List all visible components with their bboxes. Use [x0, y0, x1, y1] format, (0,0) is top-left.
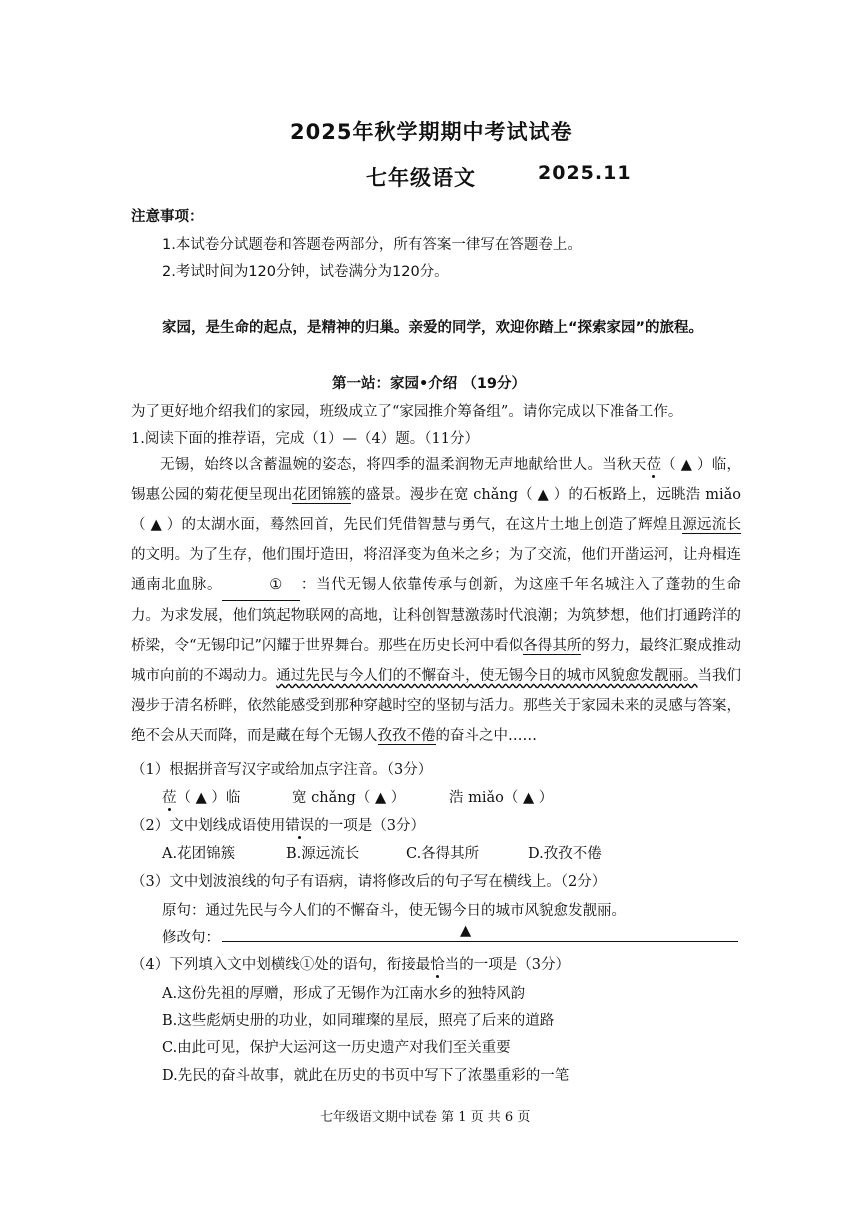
passage-text: 当我们漫步于清名桥畔，依然能感受到那种穿越时空的坚韧与活力。那些关于家园未来的灵感与答案，绝不会从天而降，而是藏在每个无锡人 — [131, 668, 742, 744]
passage-text: 的盛景。漫步在宽 chǎng（ ▲ ）的石板路上，远眺浩 miǎo（ ▲ ）的太湖水面，蓦然回首，先民们凭借智慧与勇气，在这片土地上创造了辉煌且 — [131, 487, 742, 533]
q1-4-stem — [131, 953, 570, 974]
dotted-word: 最恰当 — [415, 957, 460, 973]
intro-line: 家园，是生命的起点，是精神的归巢。亲爱的同学，欢迎你踏上“探索家园”的旅程。 — [162, 320, 704, 336]
q1-1-item-c: 浩 miǎo（ ▲ ） — [449, 790, 554, 806]
underlined-idiom-d: 孜孜不倦 — [377, 728, 436, 744]
q1-2-option-d: D.孜孜不倦 — [528, 846, 602, 862]
wavy-sentence: 通过先民与今人们的不懈奋斗，使无锡今日的城市风貌愈发靓丽。 — [276, 668, 698, 684]
note-item-2: 2.考试时间为120分钟，试卷满分为120分。 — [162, 264, 449, 280]
section-heading: 第一站：家园•介绍 （19分） — [332, 376, 526, 392]
exam-date: 2025.11 — [538, 162, 632, 184]
exam-subtitle: 七年级语文 — [366, 166, 476, 190]
note-item-1: 1.本试卷分试题卷和答题卷两部分，所有答案一律写在答题卷上。 — [162, 237, 582, 253]
q1-4-stem-c: 的一项是（3分） — [459, 957, 570, 973]
q1-2-option-c: C.各得其所 — [406, 846, 480, 862]
answer-line — [222, 941, 738, 942]
q1-4-option-c: C.由此可见，保护大运河这一历史遗产对我们至关重要 — [162, 1040, 511, 1056]
q1-4-option-a: A.这份先祖的厚赠，形成了无锡作为江南水乡的独特风韵 — [162, 986, 526, 1002]
answer-mark: ▲ — [460, 923, 472, 939]
q1-2-stem — [131, 814, 425, 835]
blank-1: ① — [222, 570, 300, 601]
underlined-idiom-c: 各得其所 — [523, 638, 582, 654]
underlined-idiom-b: 源远流长 — [682, 517, 742, 533]
q1-4-option-b: B.这些彪炳史册的功业，如同璀璨的星辰，照亮了后来的道路 — [162, 1013, 555, 1029]
q1-1-item-a — [162, 786, 240, 807]
q1-4-stem-a: （4）下列填入文中划横线①处的语句，衔接 — [131, 957, 416, 973]
page-footer: 七年级语文期中试卷 第 1 页 共 6 页 — [320, 1110, 531, 1125]
passage-text: （ ▲ ）临，锡惠公园的菊花便呈现出 — [131, 457, 742, 503]
q1-3-original: 原句：通过先民与今人们的不懈奋斗，使无锡今日的城市风貌愈发靓丽。 — [162, 903, 626, 919]
notes-heading: 注意事项： — [131, 209, 204, 225]
dotted-word: 错误 — [285, 818, 315, 834]
section-lead: 为了更好地介绍我们的家园，班级成立了“家园推介筹备组”。请你完成以下准备工作。 — [131, 404, 683, 420]
passage-text: 的文明。为了生存，他们围圩造田，将沼泽变为鱼米之乡；为了交流，他们开凿运河，让舟楫连通南北血脉。 — [131, 547, 741, 593]
question-1-heading: 1.阅读下面的推荐语，完成（1）—（4）题。（11分） — [131, 431, 479, 447]
dotted-char: 莅 — [162, 790, 177, 806]
passage-text: ：当代无锡人依靠传承与创新，为这座千年名城注入了蓬勃的生命力。为求发展，他们筑起物联网的高地，让科创智慧激荡时代浪潮；为筑梦想，他们打通跨洋的桥梁，令“无锡印记”闪耀于世界舞台。那些在历史长河中看似 — [131, 577, 742, 654]
q1-4-option-d: D.先民的奋斗故事，就此在历史的书页中写下了浓墨重彩的一笔 — [162, 1068, 570, 1084]
q1-2-stem-a: （2）文中划线成语使用 — [131, 818, 286, 834]
underlined-idiom-a: 花团锦簇 — [292, 487, 352, 503]
q1-2-stem-c: 的一项是（3分） — [314, 818, 425, 834]
passage — [131, 450, 741, 751]
q1-2-option-b: B.源远流长 — [286, 846, 360, 862]
q1-1-item-b: 宽 chǎng（ ▲ ） — [292, 790, 406, 806]
passage-text: 的努力，最终汇聚成推动城市向前的不竭动力。 — [131, 638, 742, 684]
exam-title: 2025年秋学期期中考试试卷 — [290, 120, 573, 144]
q1-1-item-a-text: （ ▲ ）临 — [176, 790, 241, 806]
passage-text: 的奋斗之中…… — [435, 728, 537, 744]
q1-3-stem: （3）文中划波浪线的句子有语病，请将修改后的句子写在横线上。（2分） — [131, 874, 607, 890]
passage-text: 无锡，始终以含蓄温婉的姿态，将四季的温柔润物无声地献给世人。当秋天 — [160, 457, 647, 473]
dotted-char: 莅 — [646, 457, 662, 473]
q1-3-revised-label: 修改句： — [162, 930, 220, 946]
q1-1-stem: （1）根据拼音写汉字或给加点字注音。（3分） — [131, 762, 433, 778]
q1-2-option-a: A.花团锦簇 — [162, 846, 236, 862]
